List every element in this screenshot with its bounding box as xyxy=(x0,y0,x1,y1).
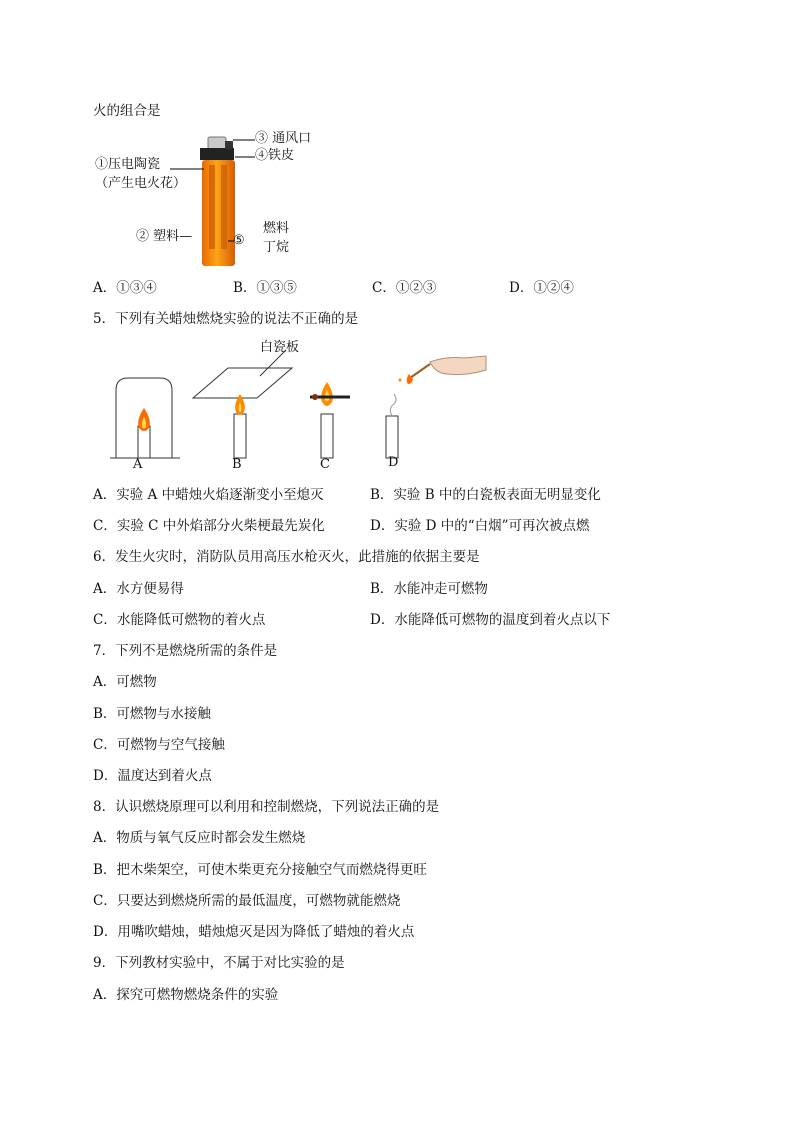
q5-option-d[interactable]: D．实验 D 中的“白烟”可再次被点燃 xyxy=(370,518,590,534)
q4-stem-tail: 火的组合是 xyxy=(93,103,161,119)
leader-line xyxy=(235,156,257,158)
q9-stem: 9．下列教材实验中，不属于对比实验的是 xyxy=(93,955,345,971)
label-c: C xyxy=(320,457,330,472)
q8-option-b[interactable]: B．把木柴架空，可使木柴更充分接触空气而燃烧得更旺 xyxy=(93,862,427,878)
q7-option-a[interactable]: A．可燃物 xyxy=(93,674,157,690)
label-plastic: ② 塑料— xyxy=(136,229,193,244)
label-vent: ③ 通风口 xyxy=(255,131,312,146)
q6-option-b[interactable]: B．水能冲走可燃物 xyxy=(370,581,488,597)
q9-option-a[interactable]: A．探究可燃物燃烧条件的实验 xyxy=(93,987,279,1003)
q6-option-a[interactable]: A．水方便易得 xyxy=(93,581,184,597)
q5-option-a[interactable]: A．实验 A 中蜡烛火焰逐渐变小至熄灭 xyxy=(93,487,324,503)
q5-option-c[interactable]: C．实验 C 中外焰部分火柴梗最先炭化 xyxy=(93,518,325,534)
q4-option-a[interactable]: A．①③④ xyxy=(93,280,157,296)
label-b: B xyxy=(232,457,242,472)
q7-option-d[interactable]: D．温度达到着火点 xyxy=(93,768,212,784)
leader-line xyxy=(170,168,206,170)
label-5: ⑤ xyxy=(233,233,245,248)
q6-option-d[interactable]: D．水能降低可燃物的温度到着火点以下 xyxy=(370,612,611,628)
q8-option-a[interactable]: A．物质与氧气反应时都会发生燃烧 xyxy=(93,830,306,846)
label-fuel: 燃料 xyxy=(263,221,290,236)
label-piezo: ①压电陶瓷 xyxy=(95,157,161,172)
leader-line xyxy=(233,139,257,141)
q7-stem: 7．下列不是燃烧所需的条件是 xyxy=(93,643,278,659)
q4-option-d[interactable]: D．①②④ xyxy=(509,280,574,296)
q8-option-c[interactable]: C．只要达到燃烧所需的最低温度，可燃物就能燃烧 xyxy=(93,893,401,909)
q7-option-c[interactable]: C．可燃物与空气接触 xyxy=(93,737,225,753)
q4-option-b[interactable]: B．①③⑤ xyxy=(233,280,297,296)
q8-stem: 8．认识燃烧原理可以利用和控制燃烧，下列说法正确的是 xyxy=(93,799,440,815)
candle-experiments-figure xyxy=(110,350,500,472)
lighter-figure xyxy=(195,133,255,268)
q6-stem: 6．发生火灾时，消防队员用高压水枪灭火，此措施的依据主要是 xyxy=(93,549,480,565)
leader-line xyxy=(228,240,236,242)
label-butane: 丁烷 xyxy=(263,240,290,255)
label-a: A xyxy=(133,457,143,472)
q7-option-b[interactable]: B．可燃物与水接触 xyxy=(93,706,211,722)
q5-stem: 5．下列有关蜡烛燃烧实验的说法不正确的是 xyxy=(93,311,359,327)
label-d: D xyxy=(388,455,399,470)
q8-option-d[interactable]: D．用嘴吹蜡烛，蜡烛熄灭是因为降低了蜡烛的着火点 xyxy=(93,924,415,940)
q4-option-c[interactable]: C．①②③ xyxy=(372,280,437,296)
label-spark: （产生电火花） xyxy=(95,176,187,191)
q6-option-c[interactable]: C．水能降低可燃物的着火点 xyxy=(93,612,266,628)
q5-option-b[interactable]: B．实验 B 中的白瓷板表面无明显变化 xyxy=(370,487,601,503)
label-iron: ④铁皮 xyxy=(255,148,295,163)
label-white-plate: 白瓷板 xyxy=(260,340,300,355)
